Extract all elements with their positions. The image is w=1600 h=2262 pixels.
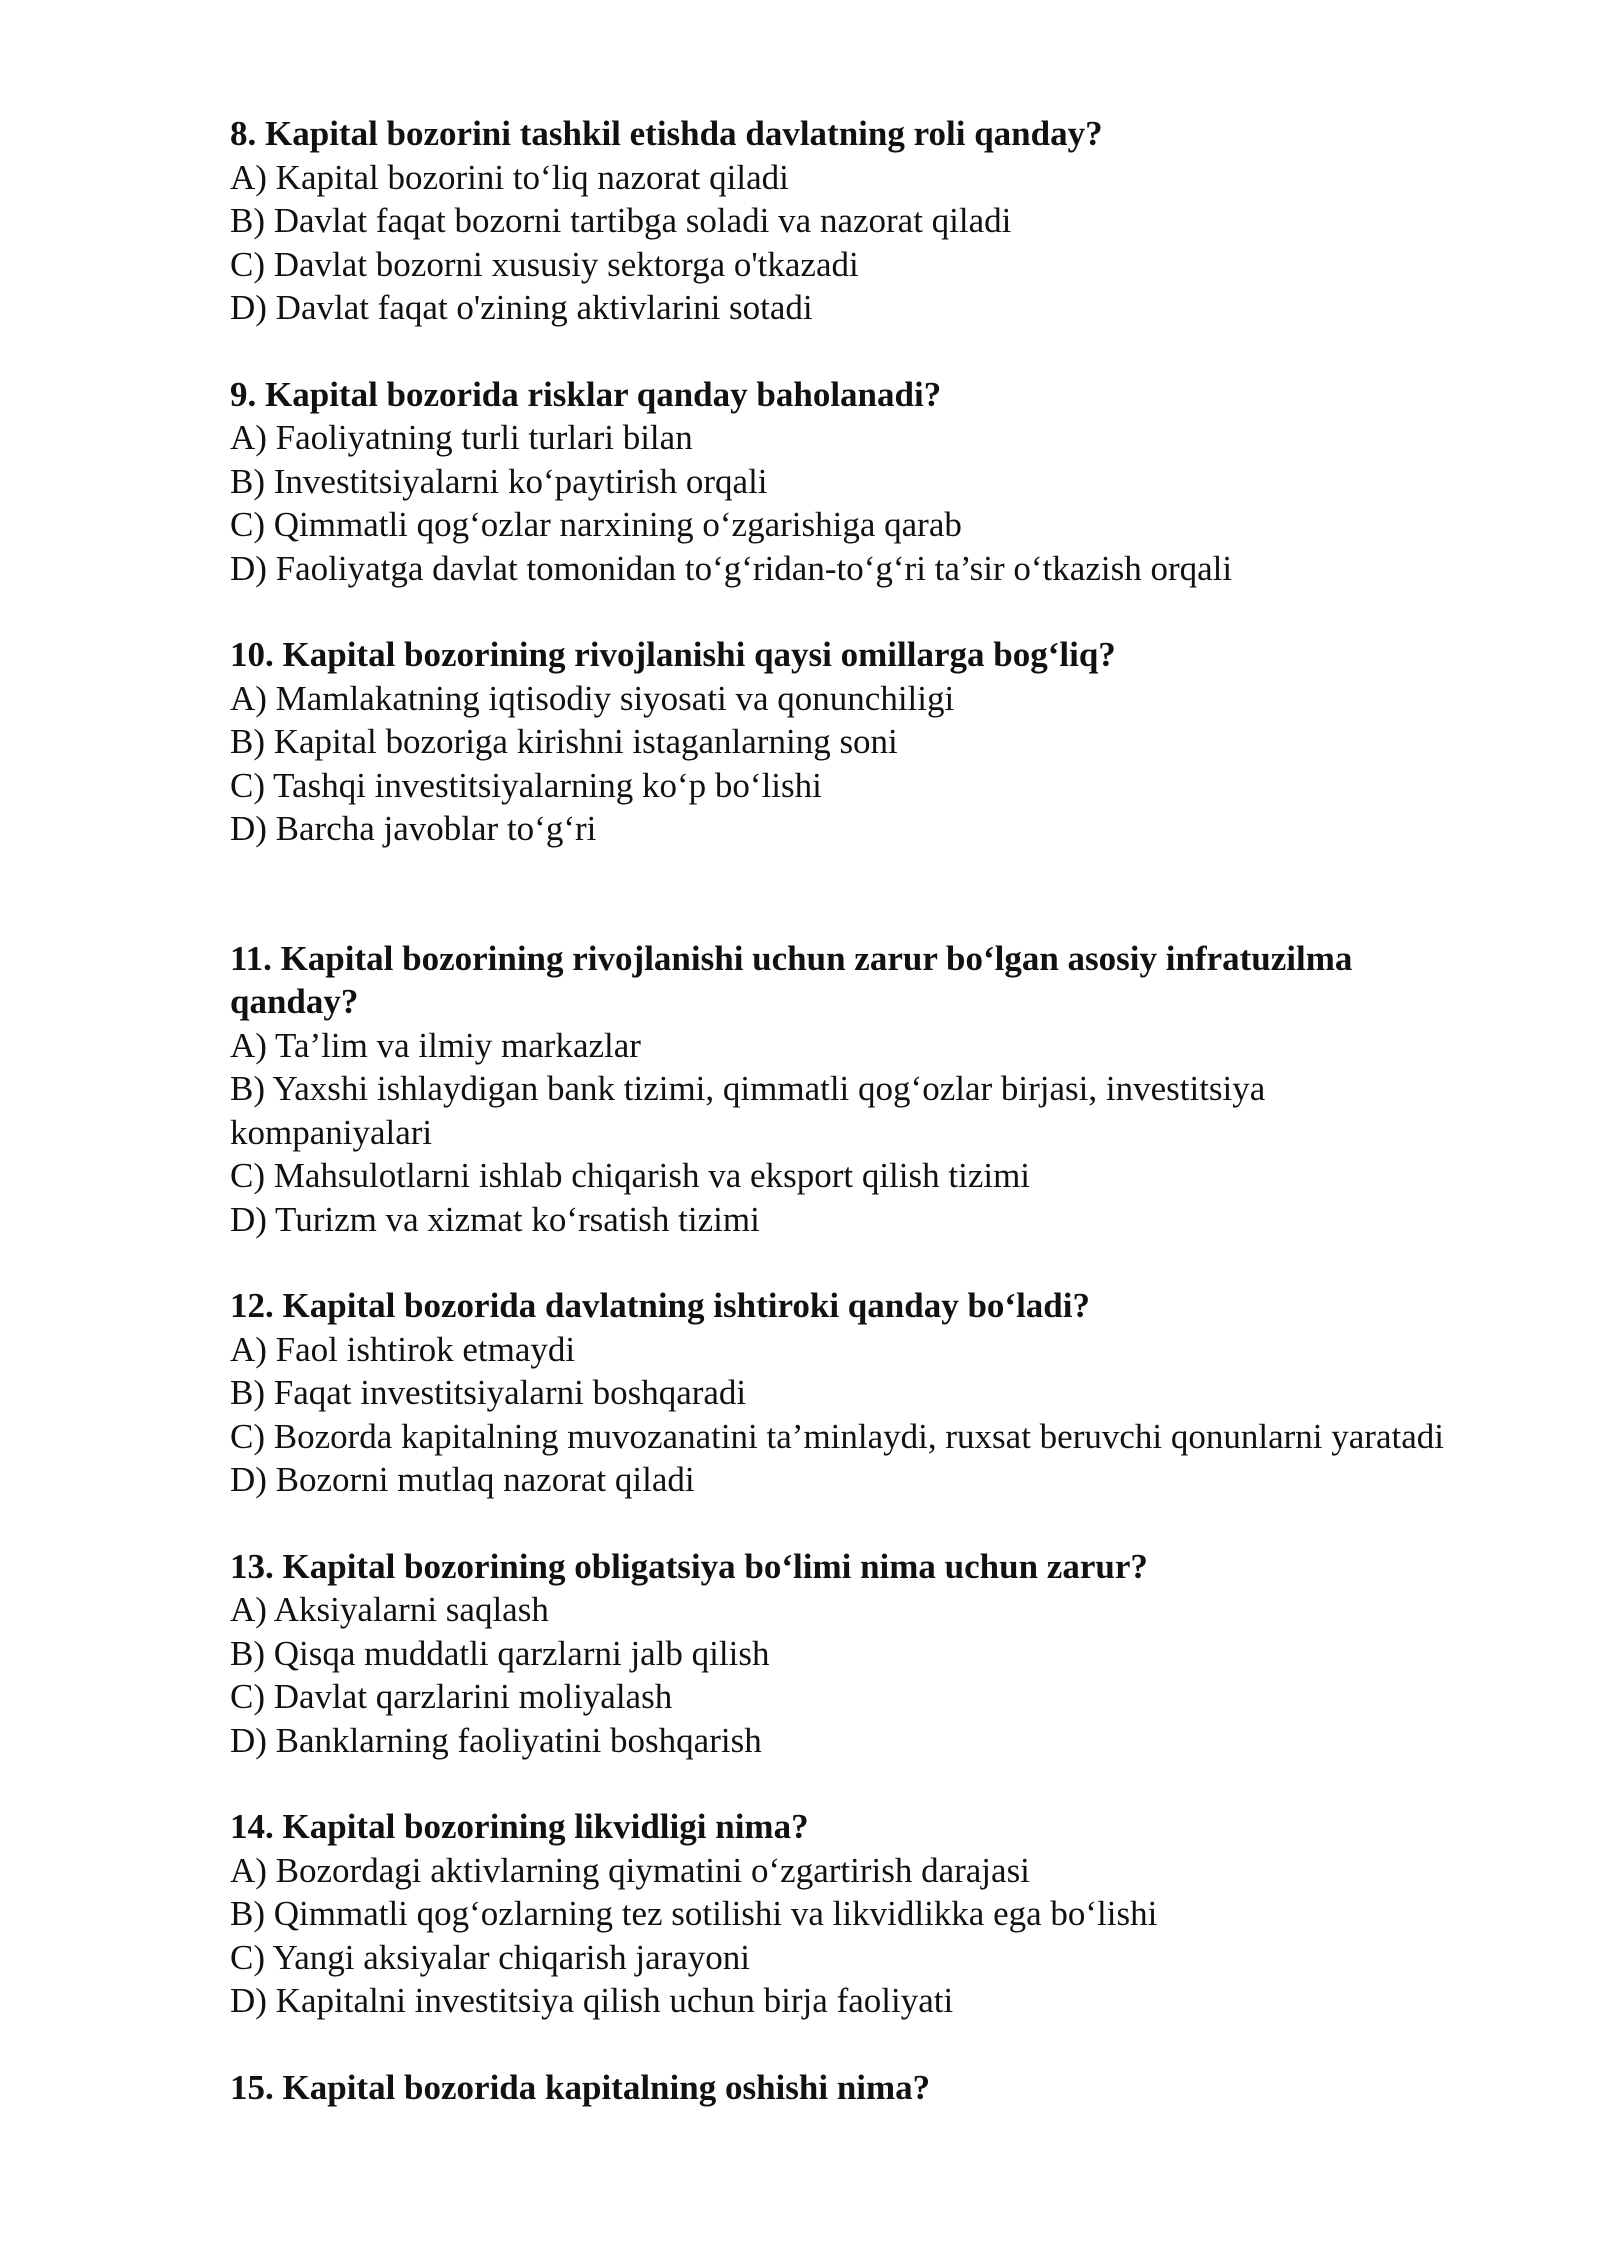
answer-option-c: C) Bozorda kapitalning muvozanatini ta’minlaydi, ruxsat beruvchi qonunlarni yaratadi (230, 1416, 1444, 1456)
question-title: 13. Kapital bozorining obligatsiya bo‘limi nima uchun zarur? (230, 1546, 1148, 1586)
question-title: 10. Kapital bozorining rivojlanishi qaysi omillarga bog‘liq? (230, 635, 1116, 674)
document-page (230, 112, 1450, 2152)
answer-option-a: A) Ta’lim va ilmiy markazlar (230, 1025, 641, 1065)
answer-option-b: B) Qimmatli qog‘ozlarning tez sotilishi va likvidlikka ega bo‘lishi (230, 1894, 1158, 1933)
answer-option-a: A) Aksiyalarni saqlash (230, 1590, 549, 1629)
answer-option-a: A) Kapital bozorini to‘liq nazorat qiladi (230, 157, 789, 197)
answer-option-d: D) Kapitalni investitsiya qilish uchun birja faoliyati (230, 1981, 954, 2020)
question-10 (230, 633, 1450, 851)
answer-option-b: B) Kapital bozoriga kirishni istaganlarning soni (230, 722, 898, 761)
question-12 (230, 1284, 1450, 1502)
question-15 (230, 2066, 1450, 2110)
question-title: 11. Kapital bozorining rivojlanishi uchun zarur bo‘lgan asosiy infratuzilma qanday? (230, 938, 1353, 1021)
answer-option-c: C) Tashqi investitsiyalarning ko‘p bo‘lishi (230, 765, 822, 805)
answer-option-d: D) Barcha javoblar to‘g‘ri (230, 809, 597, 848)
question-14 (230, 1805, 1450, 2023)
question-9 (230, 373, 1450, 591)
answer-option-c: C) Qimmatli qog‘ozlar narxining o‘zgarishiga qarab (230, 505, 962, 544)
answer-option-d: D) Bozorni mutlaq nazorat qiladi (230, 1460, 695, 1499)
question-title: 15. Kapital bozorida kapitalning oshishi nima? (230, 2067, 931, 2107)
answer-option-a: A) Faol ishtirok etmaydi (230, 1329, 576, 1369)
question-8 (230, 112, 1450, 330)
answer-option-b: B) Investitsiyalarni ko‘paytirish orqali (230, 461, 768, 501)
question-11 (230, 937, 1450, 1242)
answer-option-b: B) Davlat faqat bozorni tartibga soladi va nazorat qiladi (230, 201, 1012, 240)
question-title: 14. Kapital bozorining likvidligi nima? (230, 1807, 809, 1846)
answer-option-b: B) Faqat investitsiyalarni boshqaradi (230, 1373, 747, 1412)
answer-option-d: D) Faoliyatga davlat tomonidan to‘g‘ridan-to‘g‘ri ta’sir o‘tkazish orqali (230, 548, 1233, 588)
answer-option-d: D) Davlat faqat o'zining aktivlarini sotadi (230, 288, 813, 327)
answer-option-b: B) Qisqa muddatli qarzlarni jalb qilish (230, 1633, 770, 1673)
answer-option-b: B) Yaxshi ishlaydigan bank tizimi, qimmatli qog‘ozlar birjasi, investitsiya kompaniyalari (230, 1069, 1266, 1152)
question-13 (230, 1545, 1450, 1763)
answer-option-a: A) Mamlakatning iqtisodiy siyosati va qonunchiligi (230, 678, 955, 718)
answer-option-c: C) Davlat bozorni xususiy sektorga o'tkazadi (230, 244, 859, 284)
answer-option-a: A) Bozordagi aktivlarning qiymatini o‘zgartirish darajasi (230, 1850, 1030, 1890)
answer-option-d: D) Banklarning faoliyatini boshqarish (230, 1720, 762, 1760)
question-title: 9. Kapital bozorida risklar qanday baholanadi? (230, 374, 942, 414)
answer-option-c: C) Davlat qarzlarini moliyalash (230, 1677, 673, 1716)
question-title: 12. Kapital bozorida davlatning ishtiroki qanday bo‘ladi? (230, 1286, 1090, 1325)
answer-option-c: C) Yangi aksiyalar chiqarish jarayoni (230, 1937, 751, 1977)
answer-option-d: D) Turizm va xizmat ko‘rsatish tizimi (230, 1199, 760, 1239)
answer-option-c: C) Mahsulotlarni ishlab chiqarish va eksport qilish tizimi (230, 1156, 1031, 1195)
answer-option-a: A) Faoliyatning turli turlari bilan (230, 418, 693, 457)
question-title: 8. Kapital bozorini tashkil etishda davlatning roli qanday? (230, 114, 1103, 153)
